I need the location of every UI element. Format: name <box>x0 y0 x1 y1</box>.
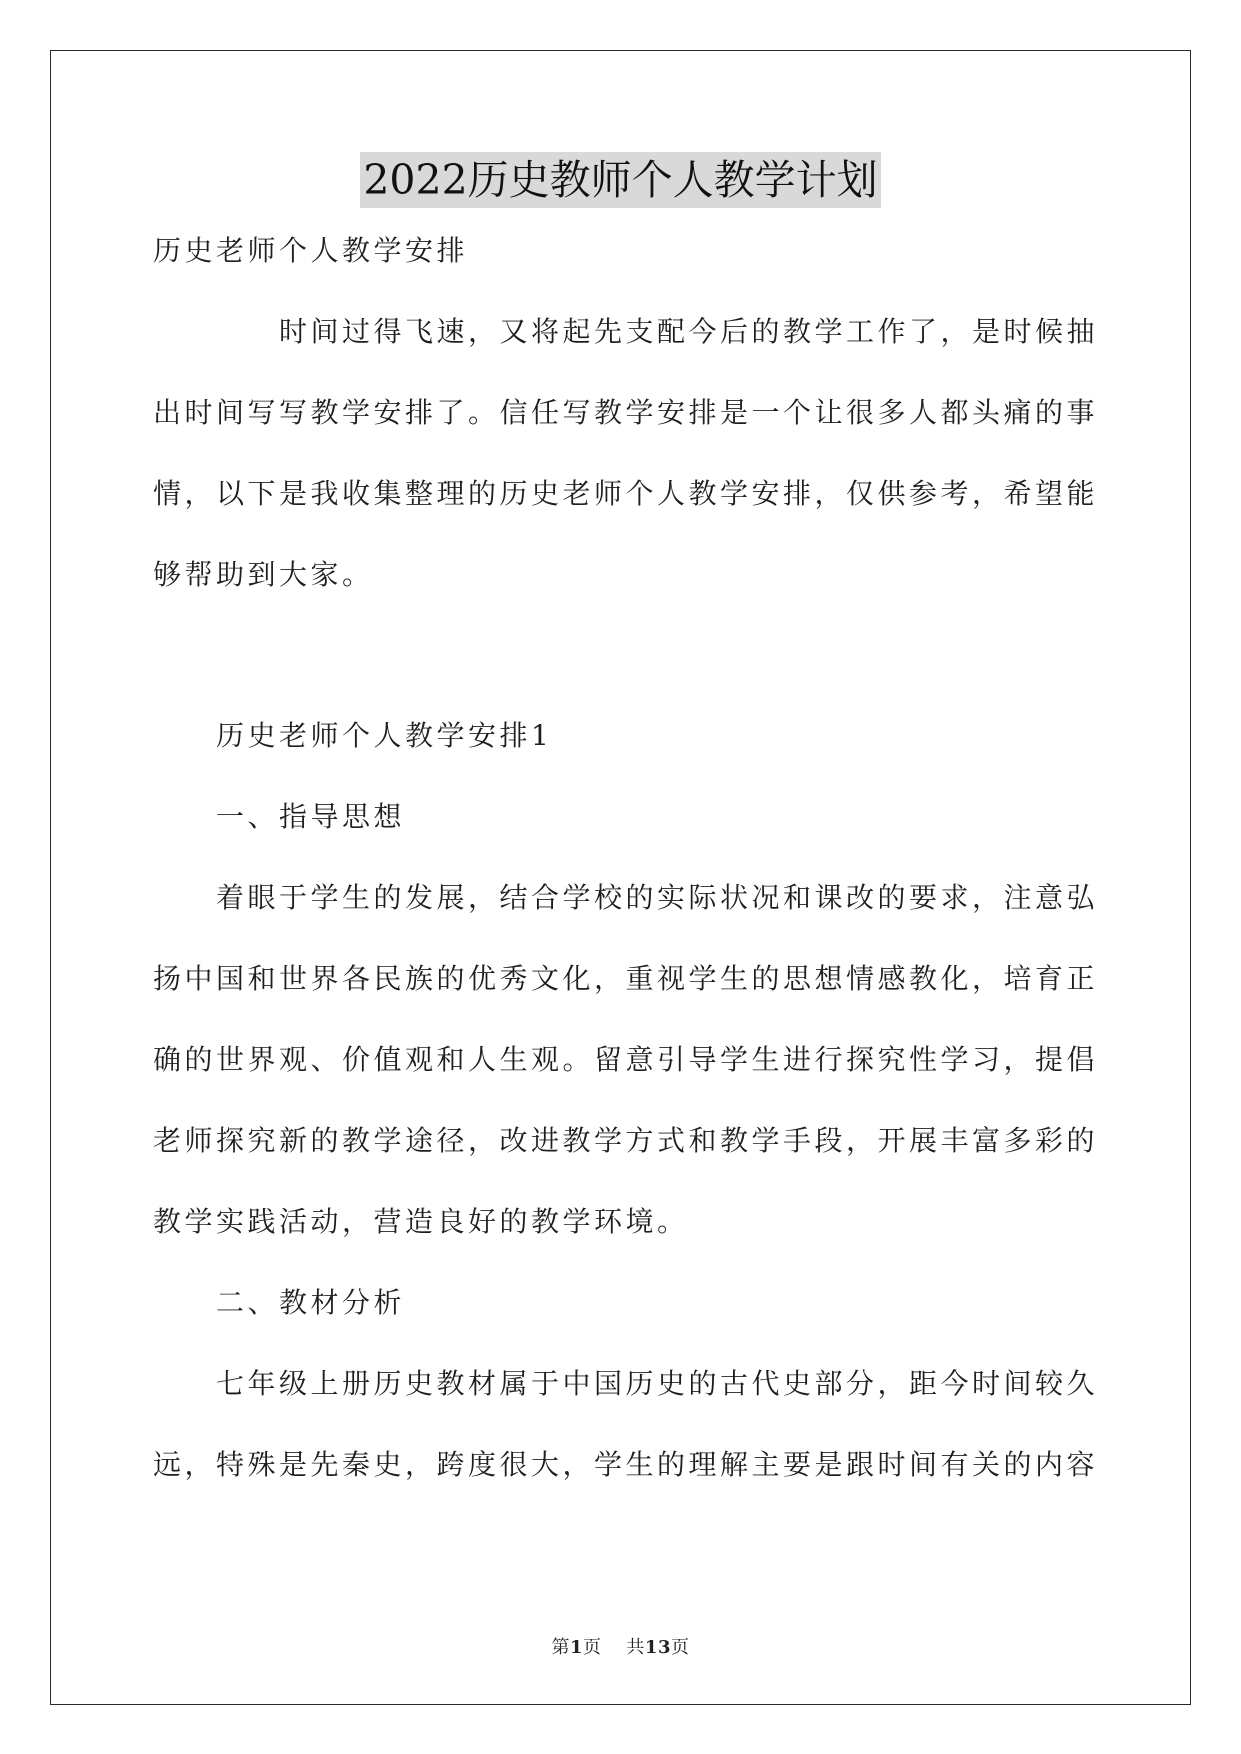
paragraph-line: 确的世界观、价值观和人生观。留意引导学生进行探究性学习，提倡 <box>153 1043 1099 1076</box>
heading-guiding-ideology: 一、指导思想 <box>216 800 406 833</box>
total-suffix: 页 <box>670 1637 690 1658</box>
heading-textbook-analysis-block <box>153 1262 1093 1343</box>
document-title-container <box>0 152 1241 208</box>
paragraph-textbook-analysis <box>153 1343 1099 1505</box>
page-footer <box>0 1633 1241 1659</box>
document-subtitle-block <box>153 210 1093 291</box>
paragraph-line: 老师探究新的教学途径，改进教学方式和教学手段，开展丰富多彩的 <box>153 1124 1099 1157</box>
section-title-block <box>153 695 1093 776</box>
document-subtitle: 历史老师个人教学安排 <box>153 234 469 267</box>
intro-line: 时间过得飞速，又将起先支配今后的教学工作了，是时候抽 <box>279 315 1099 348</box>
paragraph-line: 教学实践活动，营造良好的教学环境。 <box>153 1205 689 1238</box>
paragraph-line: 扬中国和世界各民族的优秀文化，重视学生的思想情感教化，培育正 <box>153 962 1099 995</box>
paragraph-line: 着眼于学生的发展，结合学校的实际状况和课改的要求，注意弘 <box>216 881 1099 914</box>
heading-textbook-analysis: 二、教材分析 <box>216 1286 406 1319</box>
page-suffix: 页 <box>583 1637 602 1658</box>
total-pages: 13 <box>644 1637 671 1658</box>
intro-line: 情，以下是我收集整理的历史老师个人教学安排，仅供参考，希望能 <box>153 477 1099 510</box>
page-prefix: 第 <box>551 1637 570 1658</box>
intro-line: 够帮助到大家。 <box>153 558 374 591</box>
intro-paragraph <box>153 291 1099 615</box>
paragraph-line: 七年级上册历史教材属于中国历史的古代史部分，距今时间较久 <box>216 1367 1099 1400</box>
paragraph-line: 远，特殊是先秦史，跨度很大，学生的理解主要是跟时间有关的内容 <box>153 1448 1099 1481</box>
page-number: 1 <box>570 1637 584 1658</box>
document-title: 2022历史教师个人教学计划 <box>360 152 880 208</box>
total-prefix: 共 <box>626 1637 645 1658</box>
intro-line: 出时间写写教学安排了。信任写教学安排是一个让很多人都头痛的事 <box>153 396 1099 429</box>
paragraph-guiding-ideology <box>153 857 1099 1262</box>
section-title: 历史老师个人教学安排1 <box>216 719 553 752</box>
heading-guiding-ideology-block <box>153 776 1093 857</box>
